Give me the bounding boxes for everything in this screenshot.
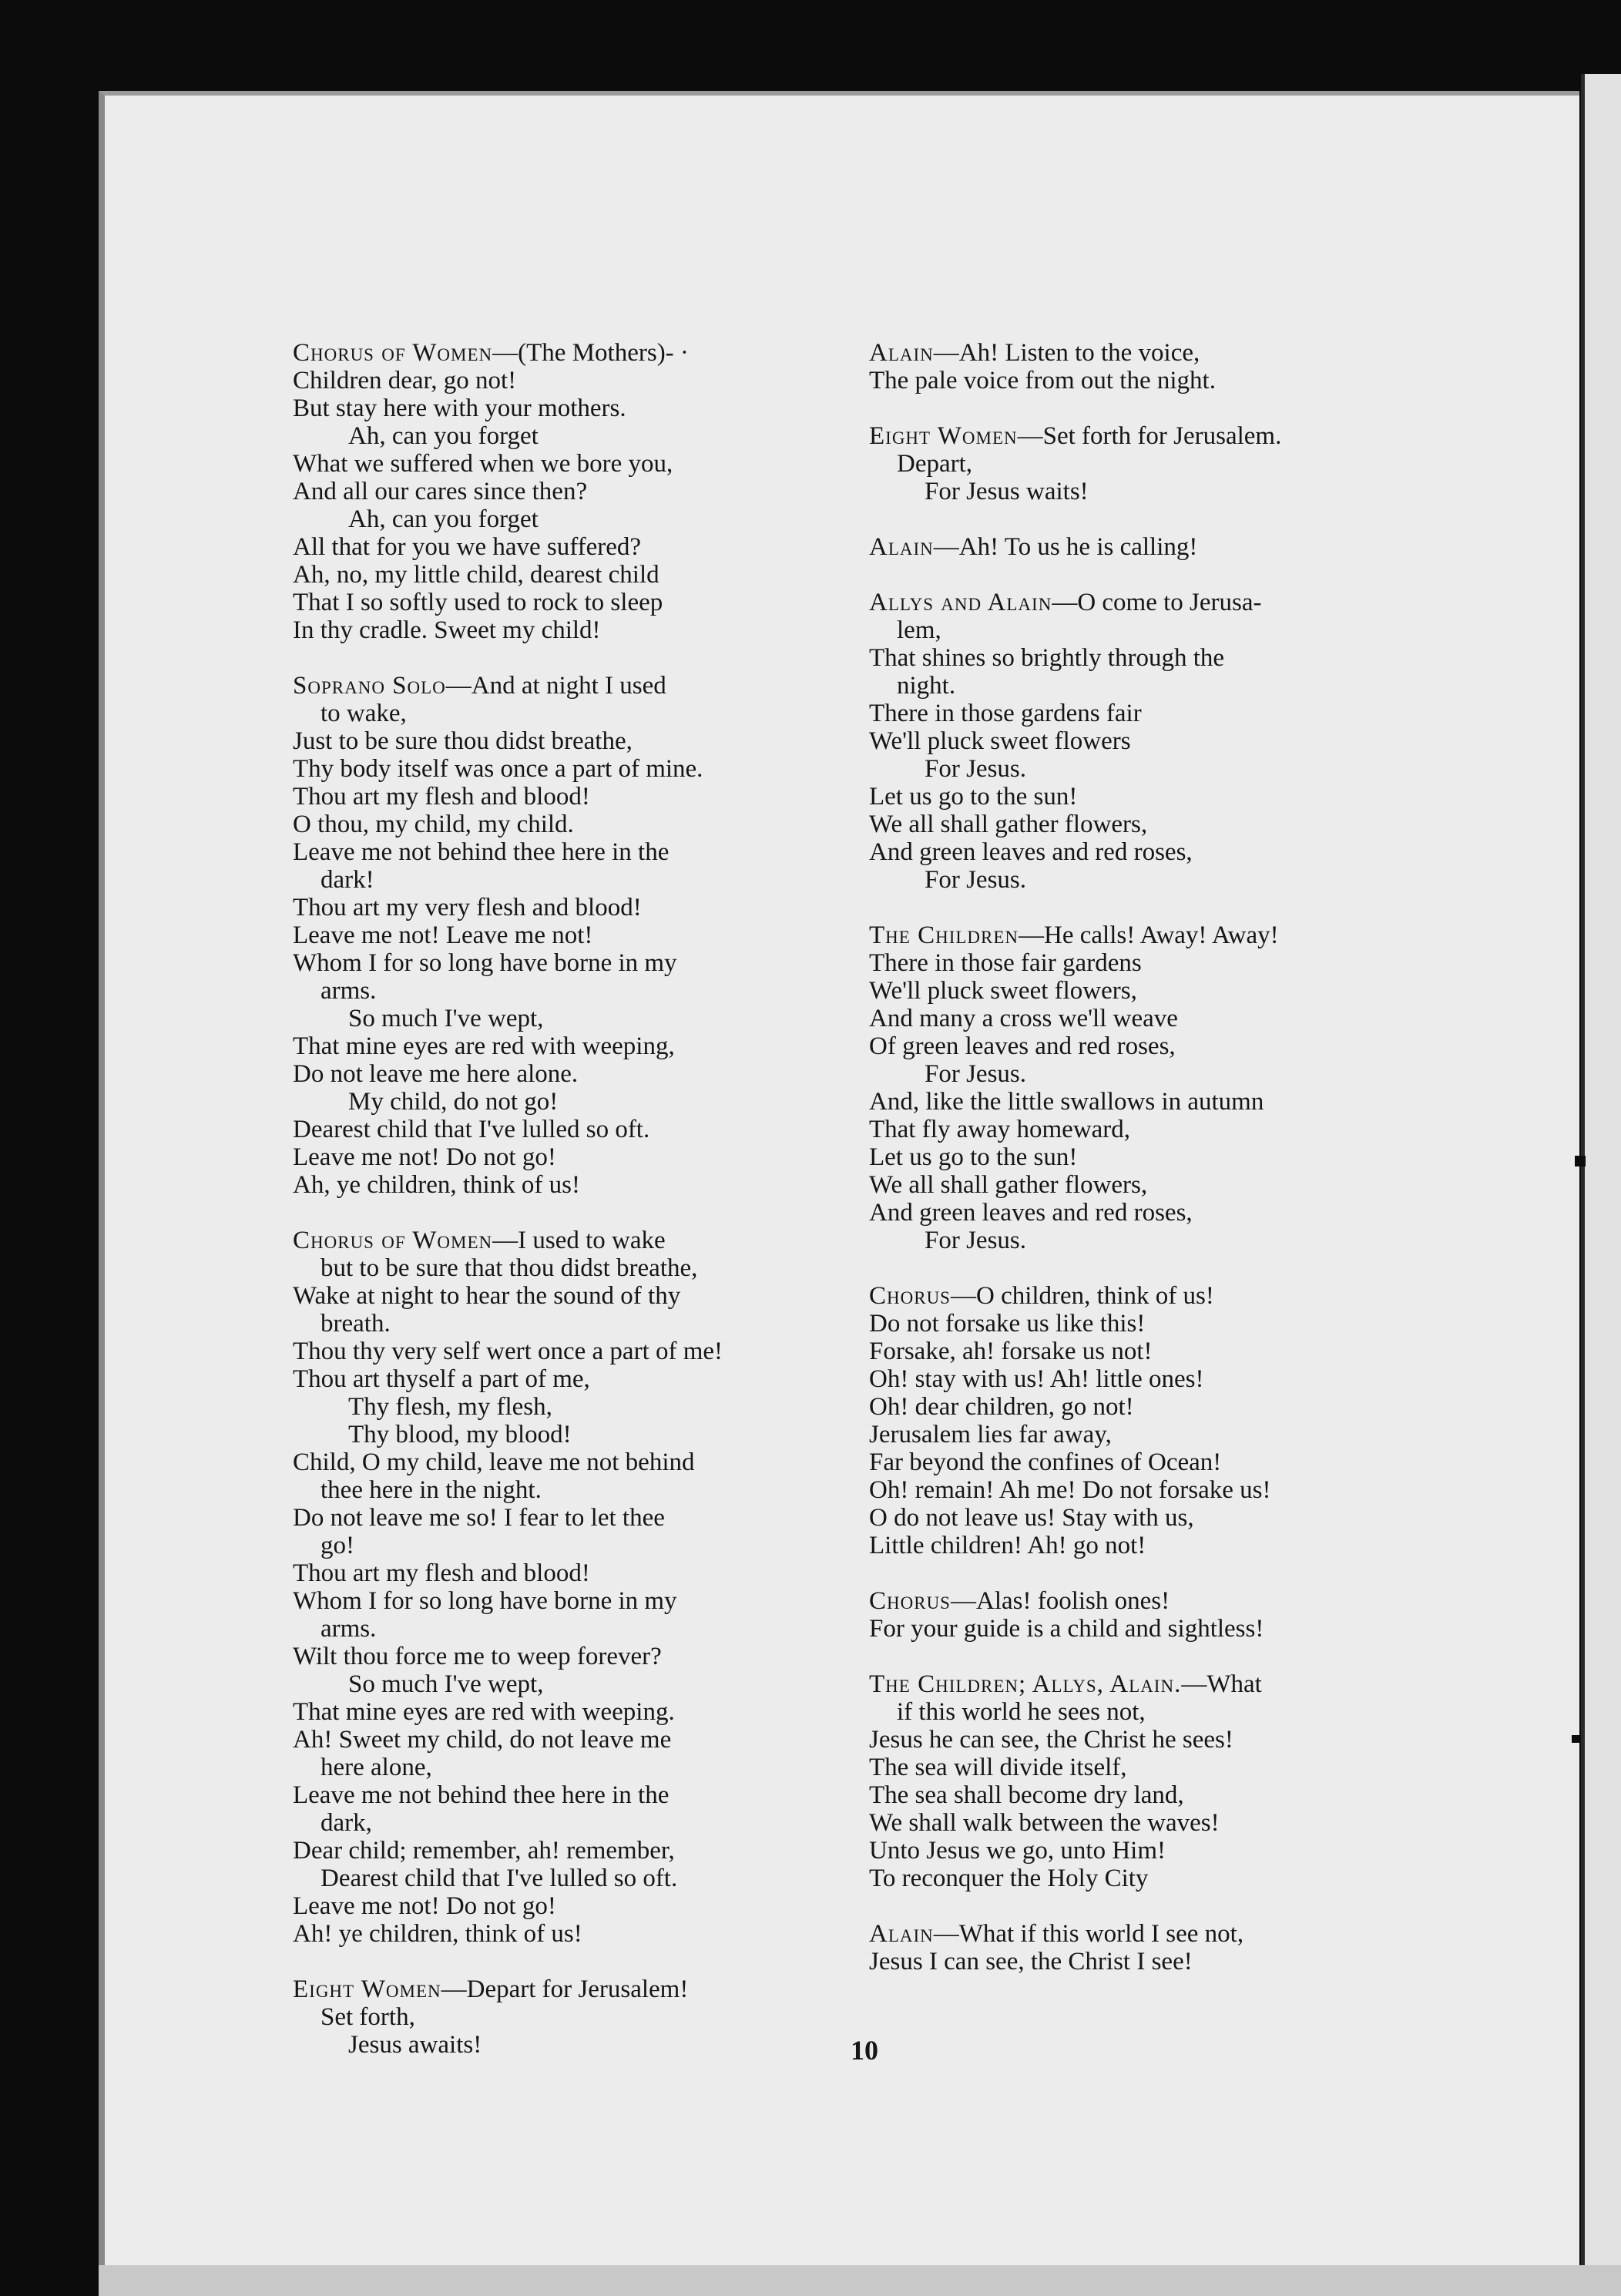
verse-block — [869, 1920, 1431, 1975]
line-text: Of green leaves and red roses, — [869, 1032, 1176, 1060]
verse-line — [293, 1865, 849, 1892]
line-text: arms. — [321, 1615, 377, 1643]
line-text: All that for you we have suffered? — [293, 533, 642, 561]
line-text: The sea shall become dry land, — [869, 1781, 1184, 1809]
verse-line — [869, 866, 1431, 894]
verse-block — [869, 1282, 1431, 1559]
verse-line — [869, 533, 1431, 561]
line-text: Wake at night to hear the sound of thy — [293, 1282, 681, 1310]
line-text: go! — [321, 1532, 354, 1559]
verse-line — [869, 1809, 1431, 1837]
line-text: For your guide is a child and sightless! — [869, 1615, 1264, 1643]
line-text: —Set forth for Jerusalem. — [1017, 422, 1282, 450]
line-text: Dear child; remember, ah! remember, — [293, 1837, 675, 1865]
verse-block — [869, 921, 1431, 1254]
line-text: That I so softly used to rock to sleep — [293, 589, 663, 616]
verse-line — [293, 367, 849, 394]
verse-line — [293, 478, 849, 505]
line-text: —What — [1181, 1670, 1262, 1698]
verse-block — [293, 339, 849, 644]
speaker-name: Chorus — [869, 1282, 951, 1310]
line-text: Thy body itself was once a part of mine. — [293, 755, 703, 783]
verse-line — [293, 894, 849, 921]
speaker-name: The Children — [869, 921, 1019, 949]
verse-line — [869, 1282, 1431, 1310]
verse-line — [869, 450, 1431, 478]
verse-line — [869, 949, 1431, 977]
verse-line — [293, 1920, 849, 1948]
speaker-name: Alain — [869, 1920, 934, 1948]
verse-line — [293, 422, 849, 450]
verse-line — [293, 1532, 849, 1559]
line-text: For Jesus. — [925, 866, 1027, 894]
line-text: Dearest child that I've lulled so oft. — [293, 1116, 650, 1143]
verse-line — [293, 533, 849, 561]
line-text: We all shall gather flowers, — [869, 811, 1148, 838]
page-bottom-edge — [99, 2265, 1621, 2296]
line-text: —He calls! Away! Away! — [1019, 921, 1279, 949]
line-text: Let us go to the sun! — [869, 1143, 1078, 1171]
line-text: Jesus I can see, the Christ I see! — [869, 1948, 1193, 1975]
verse-line — [293, 2003, 849, 2031]
line-text: night. — [897, 672, 956, 700]
verse-block — [869, 339, 1431, 394]
speaker-name: Allys and Alain — [869, 589, 1052, 616]
left-column — [293, 339, 849, 2086]
line-text: —Depart for Jerusalem! — [441, 1975, 689, 2003]
line-text: We all shall gather flowers, — [869, 1171, 1148, 1199]
line-text: Child, O my child, leave me not behind — [293, 1448, 695, 1476]
verse-line — [869, 644, 1431, 672]
line-text: if this world he sees not, — [897, 1698, 1146, 1726]
verse-line — [293, 755, 849, 783]
verse-line — [293, 1338, 849, 1365]
verse-line — [293, 1143, 849, 1171]
verse-line — [869, 1781, 1431, 1809]
line-text: Just to be sure thou didst breathe, — [293, 727, 633, 755]
verse-line — [293, 561, 849, 589]
verse-line — [869, 616, 1431, 644]
verse-line — [293, 505, 849, 533]
line-text: That mine eyes are red with weeping. — [293, 1698, 675, 1726]
line-text: —What if this world I see not, — [933, 1920, 1244, 1948]
line-text: Jerusalem lies far away, — [869, 1421, 1112, 1448]
verse-block — [869, 1587, 1431, 1643]
verse-line — [293, 1504, 849, 1532]
line-text: For Jesus. — [925, 1227, 1027, 1254]
line-text: We'll pluck sweet flowers, — [869, 977, 1137, 1005]
verse-line — [293, 700, 849, 727]
line-text: My child, do not go! — [348, 1088, 559, 1116]
line-text: Leave me not behind thee here in the — [293, 838, 670, 866]
verse-line — [869, 921, 1431, 949]
verse-line — [869, 1060, 1431, 1088]
speaker-name: Chorus of Women — [293, 1227, 493, 1254]
line-text: Dearest child that I've lulled so oft. — [321, 1865, 678, 1892]
line-text: There in those gardens fair — [869, 700, 1142, 727]
verse-line — [293, 1116, 849, 1143]
verse-line — [293, 1088, 849, 1116]
verse-line — [869, 1199, 1431, 1227]
verse-line — [869, 1393, 1431, 1421]
verse-block — [293, 1975, 849, 2059]
speaker-name: Chorus of Women — [293, 339, 493, 367]
line-text: thee here in the night. — [321, 1476, 542, 1504]
right-column — [869, 339, 1431, 2003]
verse-line — [869, 1754, 1431, 1781]
verse-line — [869, 838, 1431, 866]
verse-block — [869, 533, 1431, 561]
line-text: Leave me not! Do not go! — [293, 1143, 556, 1171]
verse-line — [869, 1338, 1431, 1365]
line-text: And all our cares since then? — [293, 478, 588, 505]
verse-line — [293, 1393, 849, 1421]
line-text: Do not leave me so! I fear to let thee — [293, 1504, 665, 1532]
verse-line — [293, 1837, 849, 1865]
verse-line — [869, 1726, 1431, 1754]
line-text: Whom I for so long have borne in my — [293, 949, 677, 977]
line-text: Leave me not! Do not go! — [293, 1892, 556, 1920]
verse-line — [869, 422, 1431, 450]
verse-line — [293, 1559, 849, 1587]
verse-line — [293, 1032, 849, 1060]
line-text: —Ah! To us he is calling! — [933, 533, 1198, 561]
line-text: Ah! ye children, think of us! — [293, 1920, 582, 1948]
line-text: Ah, can you forget — [348, 505, 539, 533]
line-text: So much I've wept, — [348, 1670, 544, 1698]
verse-line — [293, 1615, 849, 1643]
line-text: dark, — [321, 1809, 372, 1837]
line-text: Depart, — [897, 450, 973, 478]
line-text: The sea will divide itself, — [869, 1754, 1127, 1781]
verse-line — [869, 783, 1431, 811]
line-text: We'll pluck sweet flowers — [869, 727, 1131, 755]
line-text: Thou art my flesh and blood! — [293, 783, 590, 811]
line-text: Jesus he can see, the Christ he sees! — [869, 1726, 1233, 1754]
line-text: We shall walk between the waves! — [869, 1809, 1220, 1837]
line-text: Jesus awaits! — [348, 2031, 482, 2059]
scan-speck — [1572, 1735, 1579, 1743]
line-text: And green leaves and red roses, — [869, 1199, 1193, 1227]
speaker-name: Alain — [869, 533, 934, 561]
line-text: —Alas! foolish ones! — [950, 1587, 1170, 1615]
verse-line — [869, 1504, 1431, 1532]
line-text: And many a cross we'll weave — [869, 1005, 1178, 1032]
line-text: Thou art thyself a part of me, — [293, 1365, 590, 1393]
line-text: Oh! stay with us! Ah! little ones! — [869, 1365, 1204, 1393]
verse-line — [293, 339, 849, 367]
line-text: In thy cradle. Sweet my child! — [293, 616, 601, 644]
verse-line — [869, 1837, 1431, 1865]
verse-line — [293, 1781, 849, 1809]
line-text: Let us go to the sun! — [869, 783, 1078, 811]
line-text: And green leaves and red roses, — [869, 838, 1193, 866]
line-text: Wilt thou force me to weep forever? — [293, 1643, 662, 1670]
line-text: That fly away homeward, — [869, 1116, 1131, 1143]
line-text: Thou art my flesh and blood! — [293, 1559, 590, 1587]
line-text: There in those fair gardens — [869, 949, 1142, 977]
verse-line — [293, 394, 849, 422]
verse-line — [293, 1421, 849, 1448]
verse-line — [869, 339, 1431, 367]
line-text: Children dear, go not! — [293, 367, 517, 394]
verse-line — [293, 1643, 849, 1670]
line-text: —O children, think of us! — [950, 1282, 1214, 1310]
line-text: Thy flesh, my flesh, — [348, 1393, 552, 1421]
verse-block — [869, 1670, 1431, 1892]
line-text: Thou thy very self wert once a part of me! — [293, 1338, 723, 1365]
verse-line — [293, 450, 849, 478]
line-text: lem, — [897, 616, 941, 644]
verse-line — [293, 783, 849, 811]
line-text: —And at night I used — [445, 672, 666, 700]
verse-line — [293, 811, 849, 838]
line-text: Oh! dear children, go not! — [869, 1393, 1134, 1421]
line-text: —(The Mothers)- · — [492, 339, 689, 367]
line-text: What we suffered when we bore you, — [293, 450, 673, 478]
verse-line — [869, 589, 1431, 616]
line-text: To reconquer the Holy City — [869, 1865, 1149, 1892]
verse-line — [869, 1698, 1431, 1726]
line-text: The pale voice from out the night. — [869, 367, 1216, 394]
line-text: —I used to wake — [492, 1227, 666, 1254]
verse-line — [869, 1171, 1431, 1199]
line-text: But stay here with your mothers. — [293, 394, 626, 422]
verse-line — [293, 1726, 849, 1754]
verse-line — [869, 700, 1431, 727]
verse-line — [869, 1920, 1431, 1948]
scan-speck — [1575, 1156, 1586, 1166]
line-text: to wake, — [321, 700, 407, 727]
verse-block — [869, 589, 1431, 894]
verse-line — [869, 367, 1431, 394]
verse-line — [869, 1310, 1431, 1338]
verse-line — [293, 672, 849, 700]
line-text: arms. — [321, 977, 377, 1005]
verse-line — [293, 1975, 849, 2003]
line-text: Leave me not behind thee here in the — [293, 1781, 670, 1809]
verse-line — [869, 1143, 1431, 1171]
verse-line — [293, 1005, 849, 1032]
verse-line — [293, 1365, 849, 1393]
verse-line — [293, 949, 849, 977]
verse-line — [293, 1587, 849, 1615]
speaker-name: The Children; Allys, Alain. — [869, 1670, 1182, 1698]
verse-line — [293, 838, 849, 866]
page-number: 10 — [851, 2035, 878, 2066]
verse-line — [869, 1116, 1431, 1143]
line-text: here alone, — [321, 1754, 432, 1781]
verse-line — [293, 1698, 849, 1726]
line-text: Forsake, ah! forsake us not! — [869, 1338, 1153, 1365]
verse-line — [293, 1227, 849, 1254]
line-text: For Jesus waits! — [925, 478, 1089, 505]
verse-line — [293, 1282, 849, 1310]
verse-line — [869, 1587, 1431, 1615]
verse-line — [869, 478, 1431, 505]
verse-line — [293, 1754, 849, 1781]
line-text: And, like the little swallows in autumn — [869, 1088, 1264, 1116]
verse-line — [869, 1421, 1431, 1448]
verse-line — [293, 1670, 849, 1698]
verse-line — [869, 1032, 1431, 1060]
verse-line — [869, 1448, 1431, 1476]
verse-line — [293, 727, 849, 755]
verse-line — [869, 1615, 1431, 1643]
verse-line — [293, 1448, 849, 1476]
line-text: Unto Jesus we go, unto Him! — [869, 1837, 1166, 1865]
verse-block — [869, 422, 1431, 505]
verse-line — [293, 921, 849, 949]
line-text: breath. — [321, 1310, 391, 1338]
line-text: Oh! remain! Ah me! Do not forsake us! — [869, 1476, 1271, 1504]
speaker-name: Eight Women — [293, 1975, 441, 2003]
line-text: That mine eyes are red with weeping, — [293, 1032, 675, 1060]
verse-line — [869, 1227, 1431, 1254]
line-text: O do not leave us! Stay with us, — [869, 1504, 1194, 1532]
line-text: O thou, my child, my child. — [293, 811, 574, 838]
line-text: Ah, no, my little child, dearest child — [293, 561, 659, 589]
verse-line — [293, 1892, 849, 1920]
verse-line — [869, 1532, 1431, 1559]
line-text: Little children! Ah! go not! — [869, 1532, 1146, 1559]
verse-line — [293, 589, 849, 616]
verse-line — [293, 1809, 849, 1837]
verse-line — [869, 755, 1431, 783]
verse-line — [293, 1476, 849, 1504]
verse-block — [293, 1227, 849, 1948]
line-text: dark! — [321, 866, 374, 894]
line-text: —Ah! Listen to the voice, — [933, 339, 1200, 367]
verse-line — [293, 616, 849, 644]
verse-line — [293, 1060, 849, 1088]
verse-line — [293, 866, 849, 894]
verse-line — [293, 2031, 849, 2059]
verse-line — [869, 1365, 1431, 1393]
line-text: Do not forsake us like this! — [869, 1310, 1146, 1338]
verse-line — [869, 1865, 1431, 1892]
line-text: Far beyond the confines of Ocean! — [869, 1448, 1222, 1476]
speaker-name: Eight Women — [869, 422, 1018, 450]
line-text: Whom I for so long have borne in my — [293, 1587, 677, 1615]
verse-line — [293, 1254, 849, 1282]
verse-line — [869, 1476, 1431, 1504]
line-text: but to be sure that thou didst breathe, — [321, 1254, 698, 1282]
line-text: That shines so brightly through the — [869, 644, 1225, 672]
verse-line — [869, 1005, 1431, 1032]
verse-line — [293, 1171, 849, 1199]
line-text: Do not leave me here alone. — [293, 1060, 579, 1088]
verse-block — [293, 672, 849, 1199]
line-text: Leave me not! Leave me not! — [293, 921, 593, 949]
verse-line — [869, 811, 1431, 838]
line-text: —O come to Jerusa- — [1052, 589, 1262, 616]
verse-line — [869, 672, 1431, 700]
speaker-name: Soprano Solo — [293, 672, 446, 700]
line-text: Thy blood, my blood! — [348, 1421, 572, 1448]
verse-line — [869, 1088, 1431, 1116]
verse-line — [869, 727, 1431, 755]
verse-line — [293, 1310, 849, 1338]
line-text: For Jesus. — [925, 755, 1027, 783]
line-text: Set forth, — [321, 2003, 415, 2031]
line-text: For Jesus. — [925, 1060, 1027, 1088]
line-text: Thou art my very flesh and blood! — [293, 894, 642, 921]
facing-page-edge — [1581, 74, 1621, 2296]
verse-line — [869, 977, 1431, 1005]
speaker-name: Alain — [869, 339, 934, 367]
verse-line — [869, 1948, 1431, 1975]
speaker-name: Chorus — [869, 1587, 951, 1615]
verse-line — [293, 977, 849, 1005]
line-text: Ah, ye children, think of us! — [293, 1171, 581, 1199]
verse-line — [869, 1670, 1431, 1698]
line-text: So much I've wept, — [348, 1005, 544, 1032]
line-text: Ah! Sweet my child, do not leave me — [293, 1726, 672, 1754]
line-text: Ah, can you forget — [348, 422, 539, 450]
